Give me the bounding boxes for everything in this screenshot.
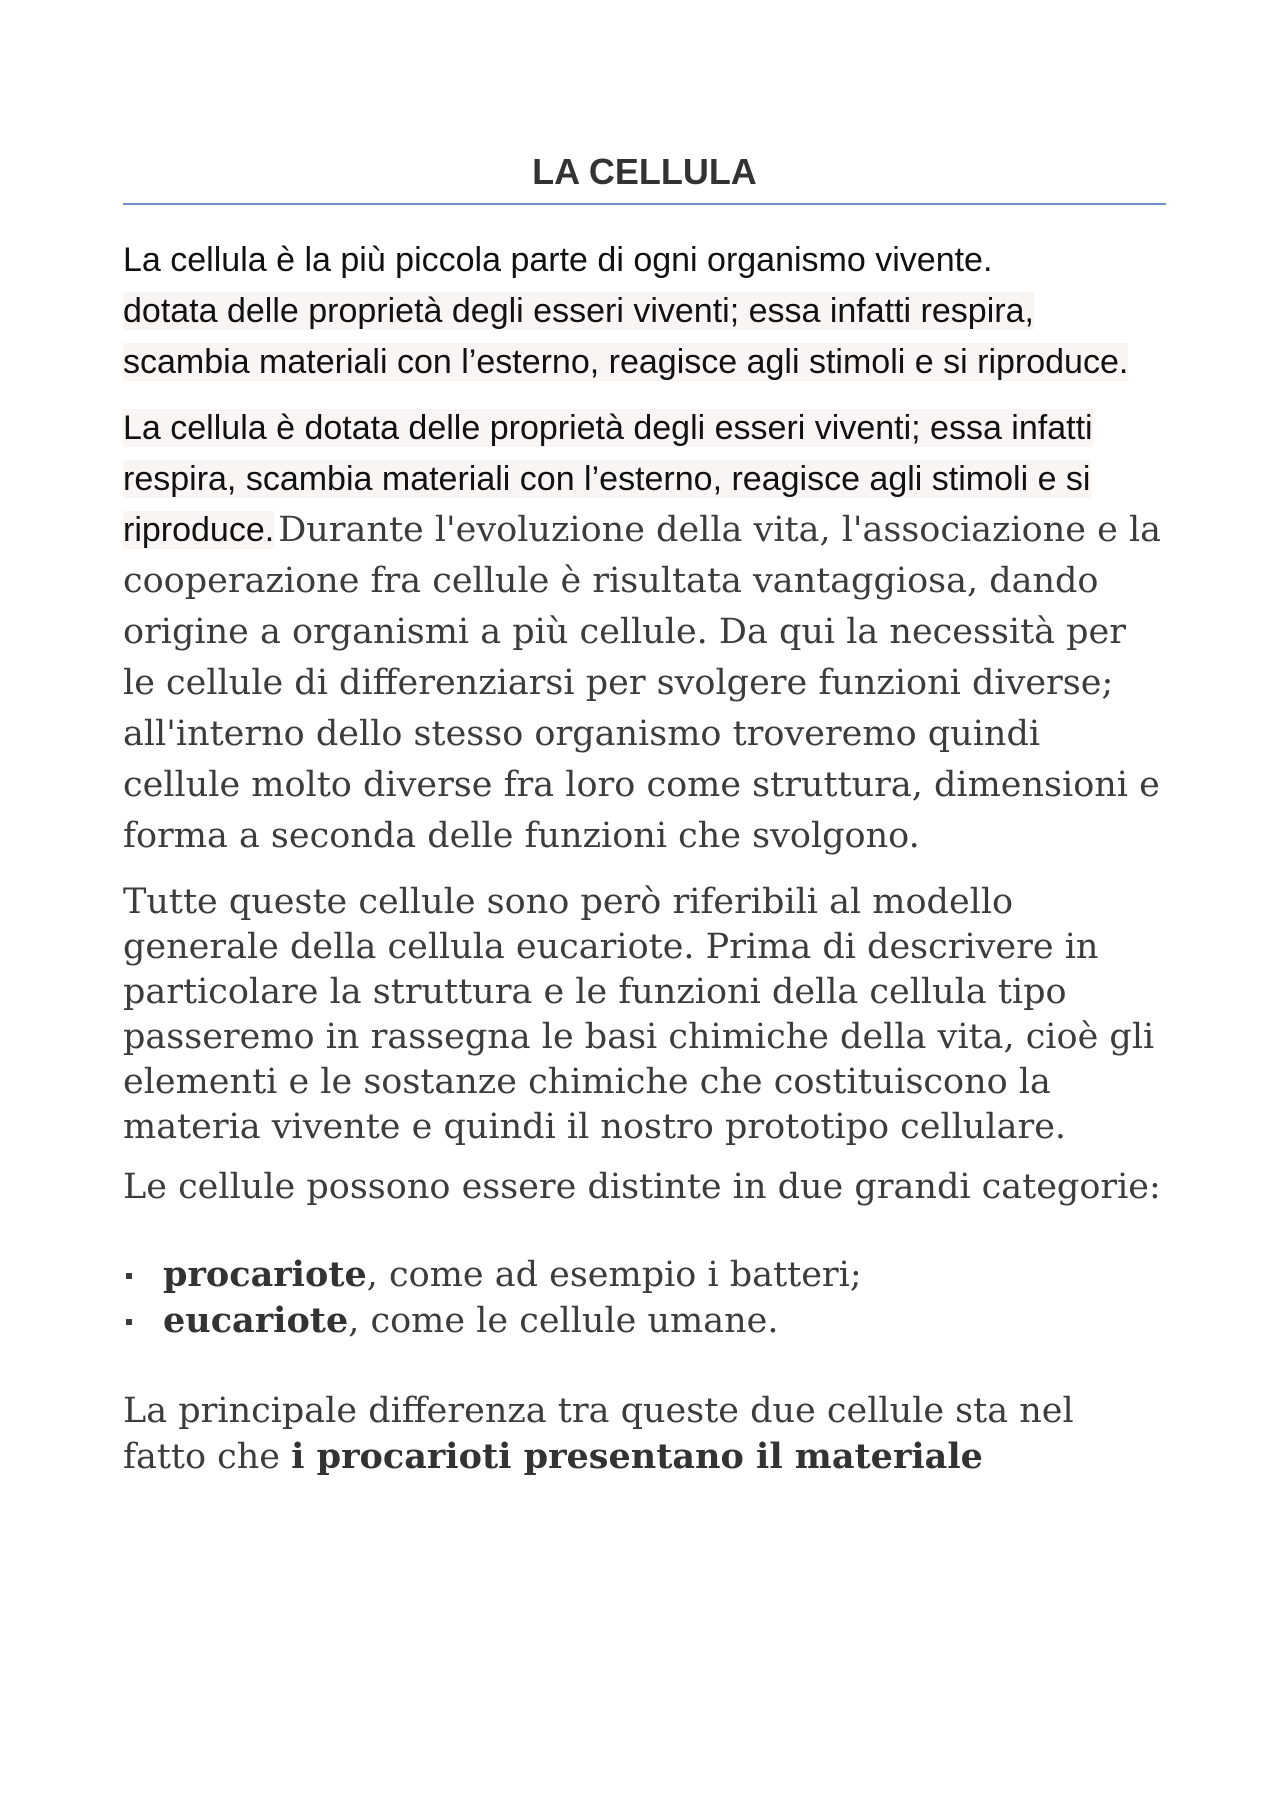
list-item	[123, 1298, 1166, 1344]
difference-bold-text: i procarioti presentano il materiale	[291, 1436, 983, 1477]
bullet-icon	[126, 1273, 132, 1279]
cell-categories-list	[123, 1252, 1166, 1344]
category-description: , come ad esempio i batteri;	[366, 1255, 862, 1295]
bullet-icon	[126, 1319, 132, 1325]
categories-intro-paragraph: Le cellule possono essere distinte in due grandi categorie:	[123, 1167, 1161, 1207]
evolution-paragraph	[123, 406, 1166, 865]
category-term: procariote	[163, 1254, 367, 1295]
difference-text: La principale differenza tra queste due cellule sta nel fatto che	[123, 1391, 1074, 1477]
category-description: , come le cellule umane.	[348, 1301, 779, 1341]
page-title: LA CELLULA	[123, 150, 1166, 205]
intro-sentence: La cellula è la più piccola parte di ogni organismo vivente.	[123, 241, 993, 279]
document-page	[123, 150, 1166, 1480]
difference-paragraph	[123, 1389, 1166, 1480]
list-item	[123, 1252, 1166, 1298]
intro-paragraph	[123, 235, 1166, 388]
evolution-text: Durante l'evoluzione della vita, l'associazione e la cooperazione fra cellule è risultata vantaggiosa, dando origine a organismi a più cellule. Da qui la necessità per le cellule di differenziarsi per svolgere funzioni diverse; all'interno dello stesso organismo troveremo quindi cellule molto diverse fra loro come struttura, dimensioni e forma a seconda delle funzioni che svolgono.	[123, 510, 1162, 856]
properties-highlighted-text: La cellula è dotata delle proprietà degli esseri viventi; essa infatti respira, scambia materiali con l’esterno, reagisce agli stimoli e si riproduce.	[123, 409, 1093, 549]
category-term: eucariote	[163, 1300, 349, 1341]
eukaryote-model-paragraph: Tutte queste cellule sono però riferibili al modello generale della cellula eucariote. Prima di descrivere in particolare la struttura e le funzioni della cellula tipo passeremo in rassegna le basi chimiche della vita, cioè gli elementi e le sostanze chimiche che costituiscono la materia vivente e quindi il nostro prototipo cellulare.	[123, 882, 1155, 1147]
intro-highlighted-text: dotata delle proprietà degli esseri viventi; essa infatti respira, scambia materiali con l’esterno, reagisce agli stimoli e si riproduce.	[123, 292, 1129, 381]
